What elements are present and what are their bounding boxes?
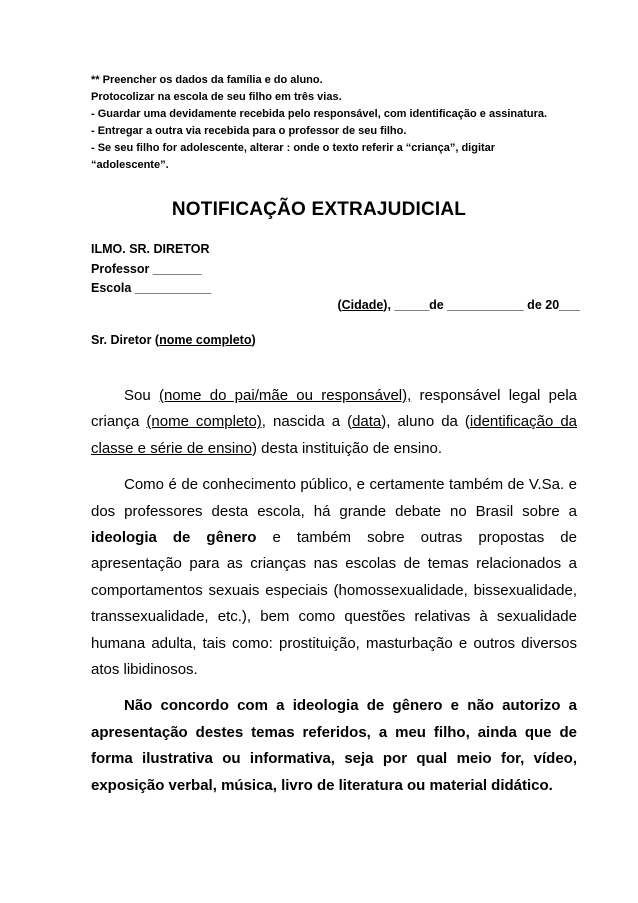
school-line: Escola ___________	[91, 281, 212, 295]
text-run: ) desta instituição de ensino.	[251, 439, 443, 457]
instruction-line: - Se seu filho for adolescente, alterar : onde o texto referir a “criança”, digitar “adolescente”.	[91, 142, 496, 172]
paragraph-identification	[91, 383, 577, 462]
instruction-line: - Entregar a outra via recebida para o professor de seu filho.	[91, 125, 407, 138]
greeting-prefix: Sr. Diretor	[91, 333, 155, 347]
bold-term: ideologia de gênero	[91, 529, 257, 547]
instruction-line: - Guardar uma devidamente recebida pelo responsável, com identificação e assinatura.	[91, 108, 548, 121]
document-title: NOTIFICAÇÃO EXTRAJUDICIAL	[171, 199, 467, 220]
child-name-placeholder: (nome completo)	[146, 413, 262, 431]
text-run: responsável legal pela criança	[91, 387, 578, 431]
class-placeholder: identificação da classe e série de ensino	[91, 413, 578, 457]
addressee-line: ILMO. SR. DIRETOR	[91, 242, 210, 256]
paragraph-refusal: Não concordo com a ideologia de gênero e não autorizo a apresentação destes temas referidos, a meu filho, ainda que de forma ilustrativa ou informativa, seja por qual meio for, vídeo, exposição verbal, música, livro de literatura ou material didático.	[91, 697, 577, 794]
text-run: e também sobre outras propostas de apresentação para as crianças nas escolas de temas relacionados a comportamentos sexuais especiais (homossexualidade, bissexualidade, transsexualidade, etc.), bem como questões relativas à sexualidade humana adulta, tais como: prostituição, masturbação e outros diversos atos libidinosos.	[91, 529, 577, 679]
date-rest: , _____de ___________ de 20___	[387, 298, 580, 312]
greeting-line: Sr. Diretor (nome completo)	[91, 333, 256, 347]
paragraph-context	[91, 472, 577, 683]
instructions-block	[91, 72, 551, 175]
birth-date-placeholder: data	[352, 413, 382, 431]
text-run: , nascida a (	[261, 413, 353, 431]
city-placeholder: Cidade	[341, 298, 384, 312]
professor-line: Professor _______	[91, 261, 202, 276]
instruction-line: Protocolizar na escola de seu filho em três vias.	[91, 91, 342, 104]
letter-body	[91, 383, 577, 809]
text-run: Como é de conhecimento público, e certamente também de V.Sa. e dos professores desta escola, há grande debate no Brasil sobre a	[91, 476, 577, 520]
text-run: Sou	[124, 387, 159, 404]
text-run: ), aluno da (	[381, 413, 470, 431]
date-line: (Cidade), _____de ___________ de 20___	[337, 298, 580, 312]
instruction-line: ** Preencher os dados da família e do aluno.	[91, 74, 323, 86]
addressee-block	[91, 240, 581, 299]
director-name-placeholder: nome completo	[159, 333, 252, 347]
parent-name-placeholder: (nome do pai/mãe ou responsável),	[158, 387, 412, 404]
